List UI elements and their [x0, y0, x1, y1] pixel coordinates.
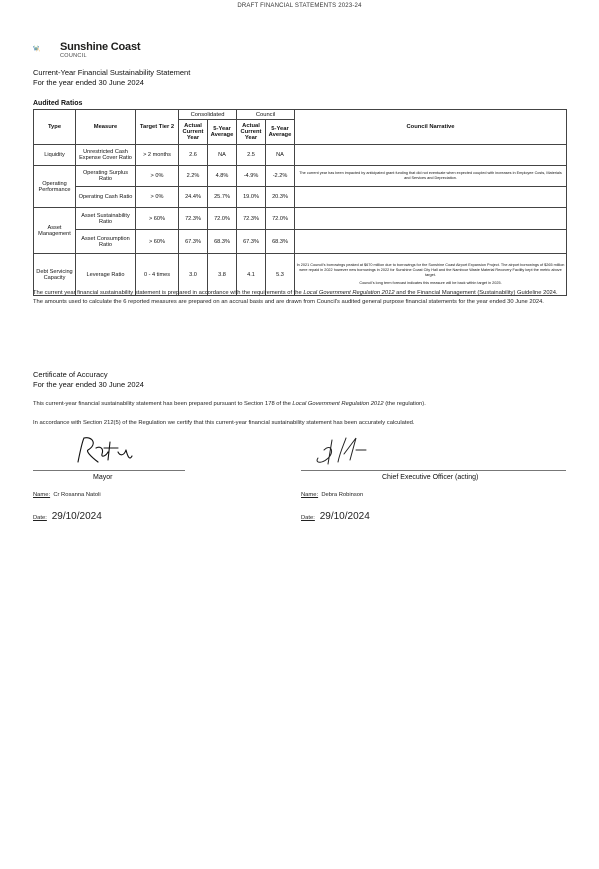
table-row [34, 166, 567, 187]
table-row [34, 187, 567, 208]
row-coun-avg: -2.2% [266, 166, 295, 187]
row-cons-actual: 72.3% [179, 208, 208, 230]
header-measure: Measure [76, 110, 136, 145]
ceo-name: Debra Robinson [321, 492, 364, 498]
row-measure: Leverage Ratio [76, 254, 136, 296]
sunshine-coast-logo-icon [33, 36, 63, 62]
row-cons-actual: 67.3% [179, 230, 208, 254]
narrative-paragraph: In 2021 Council's borrowings peaked at $670 million due to borrowings for the Sunshine Coast Airport Expansion Project. The airport borrowings of $265 million were repaid in 2022 however new borrowings in 2022 for Sunshine Coast City Hall and the Nambour Waste Material Recovery Facility kept the metric above target. [296, 263, 565, 277]
header-cons-actual: Actual Current Year [179, 120, 208, 145]
footnote-paragraph [33, 289, 566, 307]
row-coun-actual: 67.3% [237, 230, 266, 254]
ratios-table [33, 109, 567, 296]
narrative-paragraph: Council's long term forecast indicates this measure will be back within target in 2025. [359, 281, 502, 285]
name-label: Name: [301, 492, 319, 498]
mayor-role: Mayor [93, 474, 113, 481]
row-type: Liquidity [34, 145, 76, 166]
section-title: Audited Ratios [33, 100, 83, 107]
row-cons-avg: 68.3% [208, 230, 237, 254]
ceo-signature-icon [310, 434, 382, 468]
ceo-date: 29/10/2024 [319, 511, 370, 522]
row-narrative: The current year has been impacted by anticipated grant funding that did not eventuate when expected coupled with increases in Employee Costs, Materials and Services and Depreciation. [295, 166, 567, 187]
row-cons-avg: 25.7% [208, 187, 237, 208]
row-cons-actual: 2.6 [179, 145, 208, 166]
row-target: > 2 months [136, 145, 179, 166]
certificate-paragraph: In accordance with Section 212(5) of the Regulation we certify that this current-year financial sustainability statement has been accurately calculated. [33, 420, 415, 426]
row-cons-actual: 3.0 [179, 254, 208, 296]
header-narrative: Council Narrative [295, 110, 567, 145]
mayor-signature-line [33, 470, 185, 471]
mayor-date-row [33, 511, 102, 522]
mayor-name-row [33, 492, 101, 498]
row-target: > 0% [136, 166, 179, 187]
row-cons-avg: 3.8 [208, 254, 237, 296]
row-target: 0 - 4 times [136, 254, 179, 296]
row-coun-actual: 2.5 [237, 145, 266, 166]
footnote-regulation: Local Government Regulation 2012 [303, 290, 395, 296]
name-label: Name: [33, 492, 51, 498]
row-coun-actual: -4.9% [237, 166, 266, 187]
ceo-name-row [301, 492, 363, 498]
mayor-date: 29/10/2024 [51, 511, 102, 522]
header-coun-actual: Actual Current Year [237, 120, 266, 145]
footnote-text: The current year financial sustainability statement is prepared in accordance with the requirements of the [33, 290, 304, 296]
certificate-title: Certificate of Accuracy [33, 370, 108, 379]
row-coun-actual: 19.0% [237, 187, 266, 208]
row-narrative [295, 208, 567, 230]
row-measure: Unrestricted Cash Expense Cover Ratio [76, 145, 136, 166]
ceo-role: Chief Executive Officer (acting) [382, 474, 479, 481]
header-coun-avg: 5-Year Average [266, 120, 295, 145]
row-type: Operating Performance [34, 166, 76, 208]
certificate-period: For the year ended 30 June 2024 [33, 380, 144, 389]
mayor-name: Cr Rosanna Natoli [53, 492, 101, 498]
footnote-text: and the Financial Management (Sustainability) Guideline 2024. The amounts used to calculate the 6 reported measures are prepared on an accrual basis and are drawn from Council's audited general purpose financial statements for the year ended 30 June 2024. [33, 290, 558, 305]
row-measure: Operating Cash Ratio [76, 187, 136, 208]
row-coun-avg: 72.0% [266, 208, 295, 230]
date-label: Date: [33, 515, 47, 521]
table-row [34, 145, 567, 166]
header-type: Type [34, 110, 76, 145]
row-measure: Operating Surplus Ratio [76, 166, 136, 187]
row-cons-actual: 24.4% [179, 187, 208, 208]
row-coun-avg: 68.3% [266, 230, 295, 254]
draft-label: DRAFT FINANCIAL STATEMENTS 2023-24 [237, 3, 362, 9]
ceo-signature-line [301, 470, 566, 471]
logo-sub: COUNCIL [60, 53, 87, 59]
row-target: > 60% [136, 208, 179, 230]
date-label: Date: [301, 515, 315, 521]
certificate-regulation: Local Government Regulation 2012 [292, 401, 384, 407]
row-target: > 0% [136, 187, 179, 208]
row-cons-avg: 72.0% [208, 208, 237, 230]
row-type: Asset Management [34, 208, 76, 254]
ceo-date-row [301, 511, 370, 522]
header-council: Council [237, 110, 295, 120]
row-coun-actual: 4.1 [237, 254, 266, 296]
row-narrative [295, 187, 567, 208]
row-measure: Asset Consumption Ratio [76, 230, 136, 254]
logo-name: Sunshine Coast [60, 41, 141, 53]
row-cons-avg: 4.8% [208, 166, 237, 187]
header-cons-avg: 5-Year Average [208, 120, 237, 145]
table-row [34, 208, 567, 230]
certificate-text: (the regulation). [383, 401, 426, 407]
row-measure: Asset Sustainability Ratio [76, 208, 136, 230]
statement-period: For the year ended 30 June 2024 [33, 78, 144, 87]
statement-title: Current-Year Financial Sustainability Statement [33, 68, 191, 77]
row-narrative [295, 230, 567, 254]
row-coun-avg: NA [266, 145, 295, 166]
header-target: Target Tier 2 [136, 110, 179, 145]
certificate-paragraph [33, 401, 566, 407]
row-cons-actual: 2.2% [179, 166, 208, 187]
row-coun-actual: 72.3% [237, 208, 266, 230]
row-coun-avg: 5.3 [266, 254, 295, 296]
mayor-signature-icon [68, 434, 138, 468]
row-narrative [295, 145, 567, 166]
header-consolidated: Consolidated [179, 110, 237, 120]
row-cons-avg: NA [208, 145, 237, 166]
row-coun-avg: 20.3% [266, 187, 295, 208]
row-target: > 60% [136, 230, 179, 254]
table-row [34, 230, 567, 254]
certificate-text: This current-year financial sustainability statement has been prepared pursuant to Section 178 of the [33, 401, 293, 407]
row-type: Debt Servicing Capacity [34, 254, 76, 296]
